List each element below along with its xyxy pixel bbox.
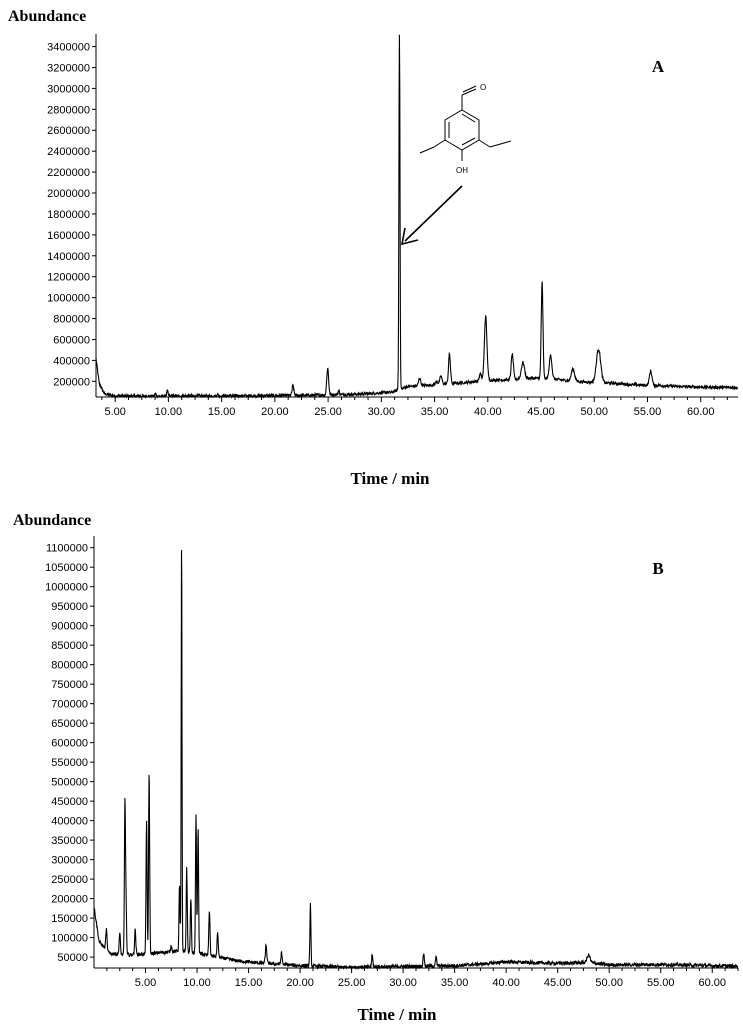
- panel-a-y-tick-label: 1600000: [47, 229, 90, 242]
- panel-a-y-tick-label: 2800000: [47, 104, 90, 117]
- panel-b-y-tick-label: 250000: [51, 874, 88, 887]
- panel-b-x-tick-label: 5.00: [134, 977, 157, 989]
- panel-b-chromatogram-trace: [94, 550, 738, 968]
- panel-a-ylabel: Abundance: [8, 8, 87, 25]
- panel-b-y-tick-label: 200000: [51, 893, 88, 906]
- panel-b-y-tick-label: 700000: [51, 698, 88, 711]
- panel-b-y-tick-label: 1000000: [45, 581, 88, 594]
- panel-b-x-tick-label: 15.00: [234, 977, 263, 989]
- panel-b-x-tick-label: 30.00: [389, 977, 417, 989]
- panel-b-xlabel: Time / min: [357, 1005, 437, 1024]
- panel-a-y-tick-label: 3200000: [47, 62, 90, 75]
- panel-a-y-tick-label: 1000000: [47, 292, 90, 305]
- panel-b-y-tick-label: 550000: [51, 757, 88, 770]
- panel-b-y-tick-label: 300000: [51, 854, 88, 867]
- panel-b-y-tick-label: 950000: [51, 601, 88, 614]
- panel-a-x-tick-label: 25.00: [314, 406, 342, 418]
- panel-b-x-tick-label: 40.00: [492, 977, 520, 989]
- panel-b-y-tick-label: 850000: [51, 640, 88, 653]
- panel-b-label: B: [652, 559, 664, 578]
- panel-b-y-tick-label: 600000: [51, 737, 88, 750]
- panel-a-y-tick-label: 2200000: [47, 167, 90, 180]
- panel-a-y-tick-label: 2000000: [47, 188, 90, 201]
- panel-a-x-tick-label: 50.00: [580, 406, 609, 418]
- panel-b-y-tick-label: 350000: [51, 835, 88, 848]
- panel-b-x-tick-label: 35.00: [440, 977, 469, 989]
- panel-a-y-tick-label: 1200000: [47, 271, 90, 284]
- panel-a-x-tick-label: 20.00: [261, 406, 289, 418]
- panel-b-y-tick-label: 1050000: [45, 562, 88, 575]
- panel-a-y-tick-label: 1400000: [47, 250, 90, 263]
- panel-a-y-tick-label: 3400000: [47, 41, 90, 54]
- panel-a-label: A: [651, 57, 665, 76]
- panel-b-x-tick-label: 25.00: [337, 977, 366, 989]
- panel-a-x-tick-label: 35.00: [420, 406, 449, 418]
- panel-a-axes: [47, 34, 738, 418]
- panel-b: [13, 512, 738, 1024]
- panel-a-x-tick-label: 55.00: [633, 406, 662, 418]
- panel-b-y-tick-label: 150000: [51, 913, 88, 926]
- panel-b-y-tick-label: 750000: [51, 679, 88, 692]
- panel-a-x-tick-label: 40.00: [474, 406, 502, 418]
- structure-aldehyde-o-label: O: [480, 83, 487, 92]
- panel-b-y-tick-label: 100000: [51, 932, 88, 945]
- panel-a: [8, 8, 738, 488]
- panel-a-y-tick-label: 200000: [53, 376, 90, 389]
- panel-a-x-tick-label: 10.00: [154, 406, 183, 418]
- panel-a-y-tick-label: 800000: [53, 313, 90, 326]
- panel-a-chromatogram-trace: [96, 35, 738, 397]
- panel-b-x-tick-label: 20.00: [286, 977, 314, 989]
- panel-a-xlabel: Time / min: [350, 469, 430, 488]
- panel-a-y-tick-label: 1800000: [47, 208, 90, 221]
- panel-b-y-tick-label: 50000: [57, 952, 88, 965]
- panel-b-y-tick-label: 1100000: [45, 542, 88, 555]
- syringaldehyde-structure-icon: [420, 86, 511, 161]
- panel-b-axes: [45, 536, 738, 989]
- panel-a-x-tick-label: 30.00: [367, 406, 396, 418]
- panel-a-y-tick-label: 2400000: [47, 146, 90, 159]
- panel-b-y-tick-label: 400000: [51, 815, 88, 828]
- annotation-arrow: [402, 186, 462, 244]
- panel-a-y-tick-label: 600000: [53, 334, 90, 347]
- panel-a-x-tick-label: 5.00: [104, 406, 126, 418]
- structure-oh-label: OH: [456, 166, 468, 175]
- panel-a-y-tick-label: 400000: [53, 355, 90, 368]
- panel-a-y-tick-label: 2600000: [47, 125, 90, 138]
- panel-b-y-tick-label: 500000: [51, 776, 88, 789]
- panel-a-x-tick-label: 45.00: [527, 406, 555, 418]
- panel-a-x-tick-label: 15.00: [207, 406, 236, 418]
- panel-b-y-tick-label: 450000: [51, 796, 88, 809]
- panel-b-x-tick-label: 45.00: [543, 977, 572, 989]
- panel-b-y-tick-label: 800000: [51, 659, 88, 672]
- panel-a-x-tick-label: 60.00: [686, 406, 715, 418]
- panel-b-y-tick-label: 900000: [51, 620, 88, 633]
- panel-b-x-tick-label: 55.00: [646, 977, 675, 989]
- panel-a-y-tick-label: 3000000: [47, 83, 90, 96]
- panel-b-ylabel: Abundance: [13, 512, 92, 529]
- panel-b-x-tick-label: 50.00: [595, 977, 623, 989]
- panel-b-y-tick-label: 650000: [51, 718, 88, 731]
- panel-b-x-tick-label: 10.00: [183, 977, 211, 989]
- panel-b-x-tick-label: 60.00: [698, 977, 727, 989]
